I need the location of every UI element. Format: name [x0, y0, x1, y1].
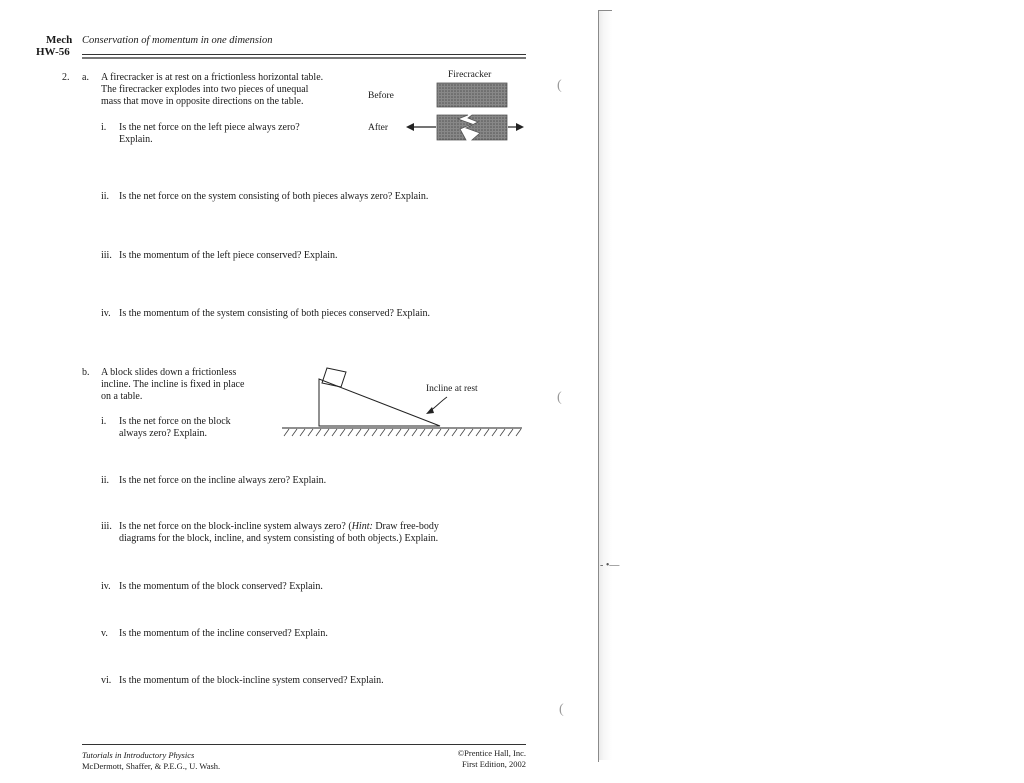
part-a-label: a. — [82, 72, 89, 83]
part-b-label: b. — [82, 367, 90, 378]
b-q6-num: vi. — [101, 675, 112, 686]
b-q4-text: Is the momentum of the block conserved? Explain. — [119, 581, 323, 592]
homework-code: HW-56 — [36, 46, 70, 58]
b-q3-num: iii. — [101, 521, 112, 532]
margin-mark-2: ( — [557, 390, 562, 405]
a-q3-text: Is the momentum of the left piece conserved? Explain. — [119, 250, 338, 261]
part-b-intro-line-3: on a table. — [101, 391, 143, 402]
b-q2-text: Is the net force on the incline always zero? Explain. — [119, 475, 327, 486]
footer-edition: First Edition, 2002 — [462, 759, 526, 769]
a-q3-num: iii. — [101, 250, 112, 261]
incline-diagram — [280, 362, 530, 442]
margin-mark-4: - •— — [600, 560, 620, 571]
b-q1-num: i. — [101, 416, 107, 427]
part-a-intro-line-1: A firecracker is at rest on a frictionless horizontal table. — [101, 72, 324, 83]
a-q2-text: Is the net force on the system consisting of both pieces always zero? Explain. — [119, 191, 429, 202]
part-a-intro-line-2: The firecracker explodes into two pieces of unequal — [101, 84, 309, 95]
b-q5-num: v. — [101, 628, 108, 639]
b-q4-num: iv. — [101, 581, 111, 592]
header-rule-top — [82, 54, 526, 55]
header-rule-bottom — [82, 57, 526, 59]
scan-corner-mark — [598, 10, 612, 11]
footer-authors: McDermott, Shaffer, & P.E.G., U. Wash. — [82, 761, 221, 771]
before-label: Before — [368, 91, 394, 101]
firecracker-diagram — [400, 78, 530, 144]
b-q3-line-1-start: Is the net force on the block-incline system always zero? ( — [119, 521, 352, 532]
footer-book: Tutorials in Introductory Physics — [82, 750, 195, 760]
footer-rule — [82, 744, 526, 745]
b-q1-line-2: always zero? Explain. — [119, 428, 208, 439]
part-b-intro-line-1: A block slides down a frictionless — [101, 367, 237, 378]
b-q3-line-2: diagrams for the block, incline, and system consisting of both objects.) Explain. — [119, 533, 439, 544]
intact-firecracker — [437, 83, 507, 107]
a-q4-num: iv. — [101, 308, 111, 319]
sliding-block — [322, 368, 346, 387]
b-q6-text: Is the momentum of the block-incline system conserved? Explain. — [119, 675, 384, 686]
right-arrow-head — [516, 123, 524, 131]
margin-mark-3: ( — [559, 702, 564, 717]
incline-at-rest-label: Incline at rest — [426, 384, 478, 394]
after-label: After — [368, 123, 389, 133]
b-q5-text: Is the momentum of the incline conserved? Explain. — [119, 628, 328, 639]
course-label: Mech — [46, 34, 73, 46]
b-q3-line-1 — [119, 521, 439, 533]
a-q1-line-2: Explain. — [119, 134, 153, 145]
b-q2-num: ii. — [101, 475, 110, 486]
a-q4-text: Is the momentum of the system consisting of both pieces conserved? Explain. — [119, 308, 431, 319]
right-piece — [466, 115, 507, 140]
a-q1-line-1: Is the net force on the left piece always zero? — [119, 122, 300, 133]
b-q1-line-1: Is the net force on the block — [119, 416, 231, 427]
hint-label: Hint: — [351, 521, 373, 532]
a-q2-num: ii. — [101, 191, 110, 202]
b-q3-line-1-end: Draw free-body — [372, 521, 439, 532]
page-title: Conservation of momentum in one dimension — [82, 35, 273, 46]
margin-mark-1: ( — [557, 78, 562, 93]
footer-publisher: ©Prentice Hall, Inc. — [457, 748, 526, 758]
table-hatching — [284, 429, 521, 436]
scan-edge-line — [598, 10, 599, 762]
part-b-intro-line-2: incline. The incline is fixed in place — [101, 379, 245, 390]
part-a-intro-line-3: mass that move in opposite directions on the table. — [101, 96, 304, 107]
firecracker-label: Firecracker — [448, 70, 492, 80]
a-q1-num: i. — [101, 122, 107, 133]
label-pointer-head — [426, 407, 434, 414]
left-arrow-head — [406, 123, 414, 131]
scanned-page-edge — [598, 10, 612, 760]
problem-number: 2. — [62, 72, 70, 83]
